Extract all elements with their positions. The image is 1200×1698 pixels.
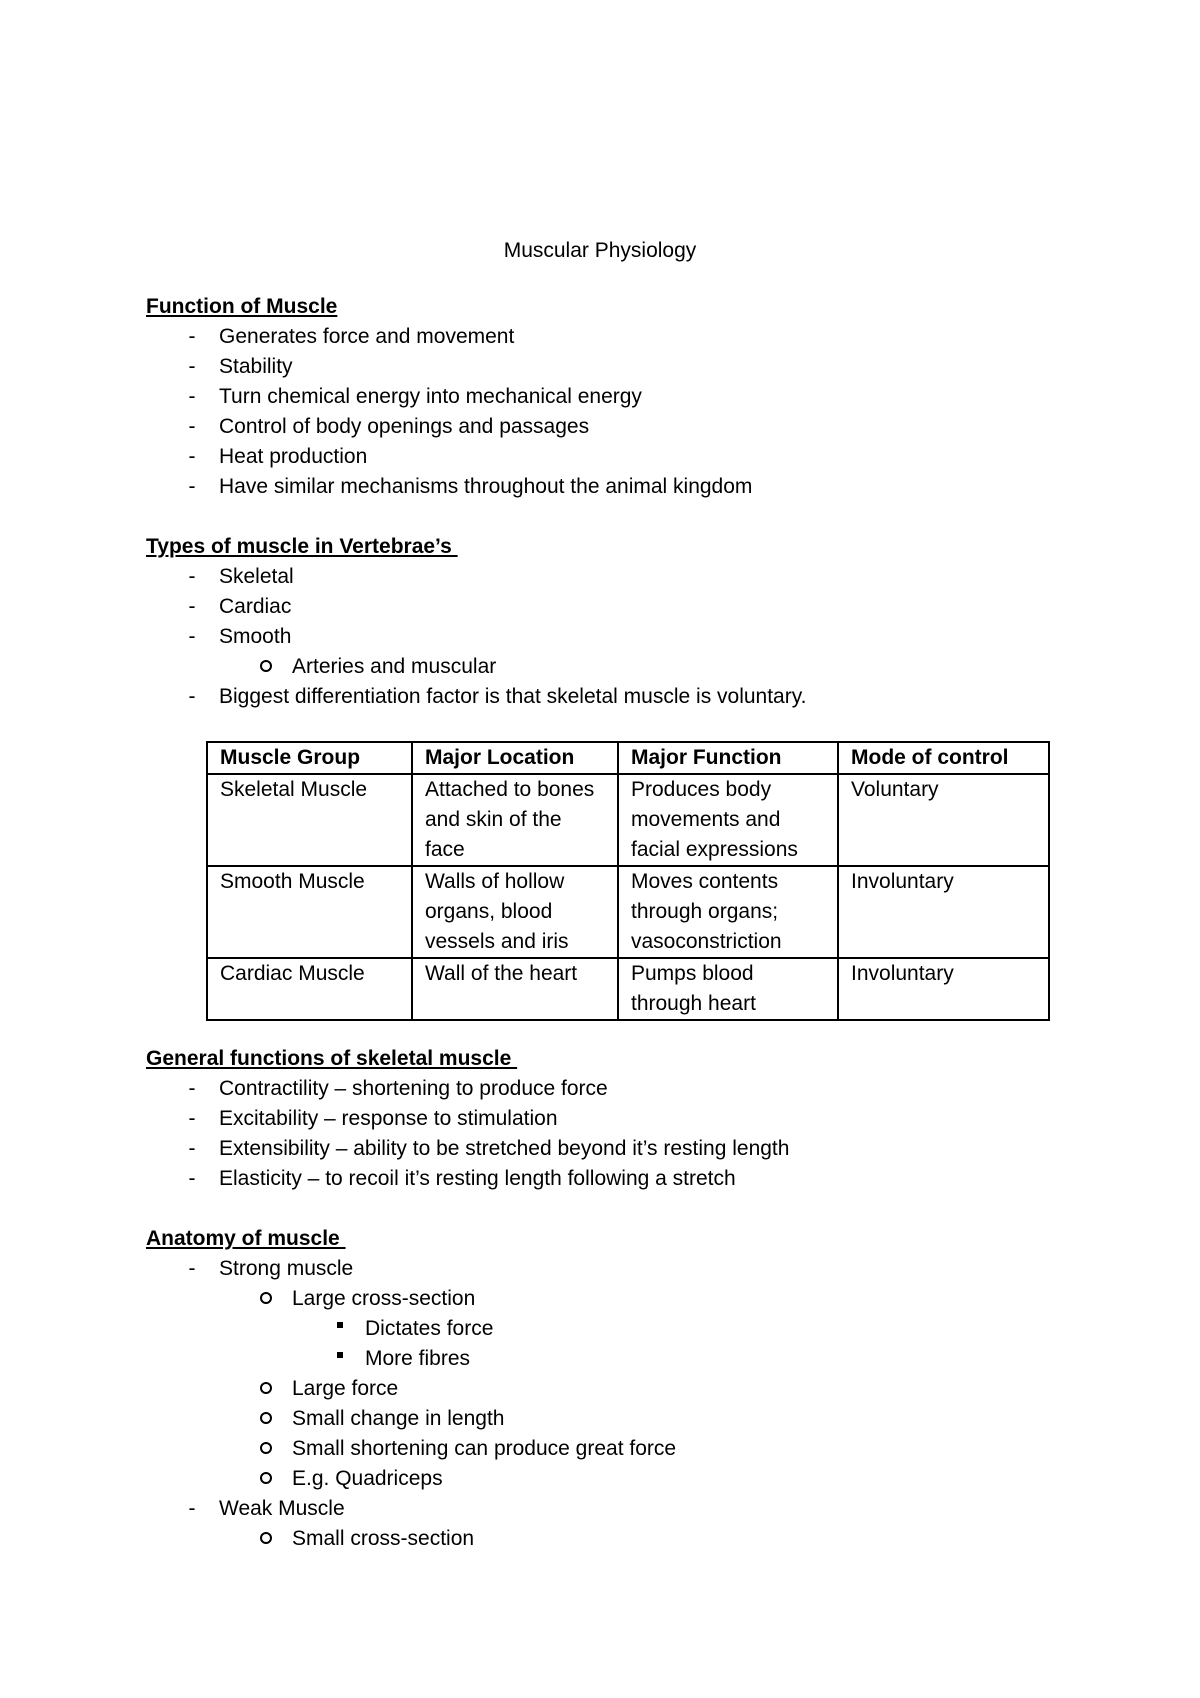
table-cell: Wall of the heart <box>412 958 618 1020</box>
section-heading-function: Function of Muscle <box>146 295 338 318</box>
table-cell: Cardiac Muscle <box>207 958 412 1020</box>
table-row <box>207 958 1049 1020</box>
table-cell: Attached to bones and skin of the face <box>412 774 618 866</box>
column-header: Muscle Group <box>207 742 412 774</box>
circle-bullet-icon <box>260 1532 272 1544</box>
section-heading-anatomy: Anatomy of muscle <box>146 1227 346 1250</box>
column-header: Major Location <box>412 742 618 774</box>
table-header-row <box>207 742 1049 774</box>
circle-bullet-icon <box>260 1472 272 1484</box>
table-row <box>207 866 1049 958</box>
column-header: Major Function <box>618 742 838 774</box>
circle-bullet-icon <box>260 660 272 672</box>
square-bullet-icon <box>337 1352 343 1358</box>
circle-bullet-icon <box>260 1292 272 1304</box>
table-cell: Involuntary <box>838 866 1049 958</box>
table-cell: Moves contents through organs; vasoconstriction <box>618 866 838 958</box>
circle-bullet-icon <box>260 1382 272 1394</box>
table-cell: Produces body movements and facial expressions <box>618 774 838 866</box>
circle-bullet-icon <box>260 1442 272 1454</box>
table-cell: Pumps blood through heart <box>618 958 838 1020</box>
square-bullet-icon <box>337 1322 343 1328</box>
table-cell: Voluntary <box>838 774 1049 866</box>
circle-bullet-icon <box>260 1412 272 1424</box>
section-heading-types: Types of muscle in Vertebrae’s <box>146 535 458 558</box>
table-row <box>207 774 1049 866</box>
column-header: Mode of control <box>838 742 1049 774</box>
table-cell: Skeletal Muscle <box>207 774 412 866</box>
table-cell: Involuntary <box>838 958 1049 1020</box>
page-title: Muscular Physiology <box>503 239 697 262</box>
muscle-table <box>206 741 1050 1021</box>
table-cell: Walls of hollow organs, blood vessels and iris <box>412 866 618 958</box>
table-cell: Smooth Muscle <box>207 866 412 958</box>
section-heading-general: General functions of skeletal muscle <box>146 1047 518 1070</box>
